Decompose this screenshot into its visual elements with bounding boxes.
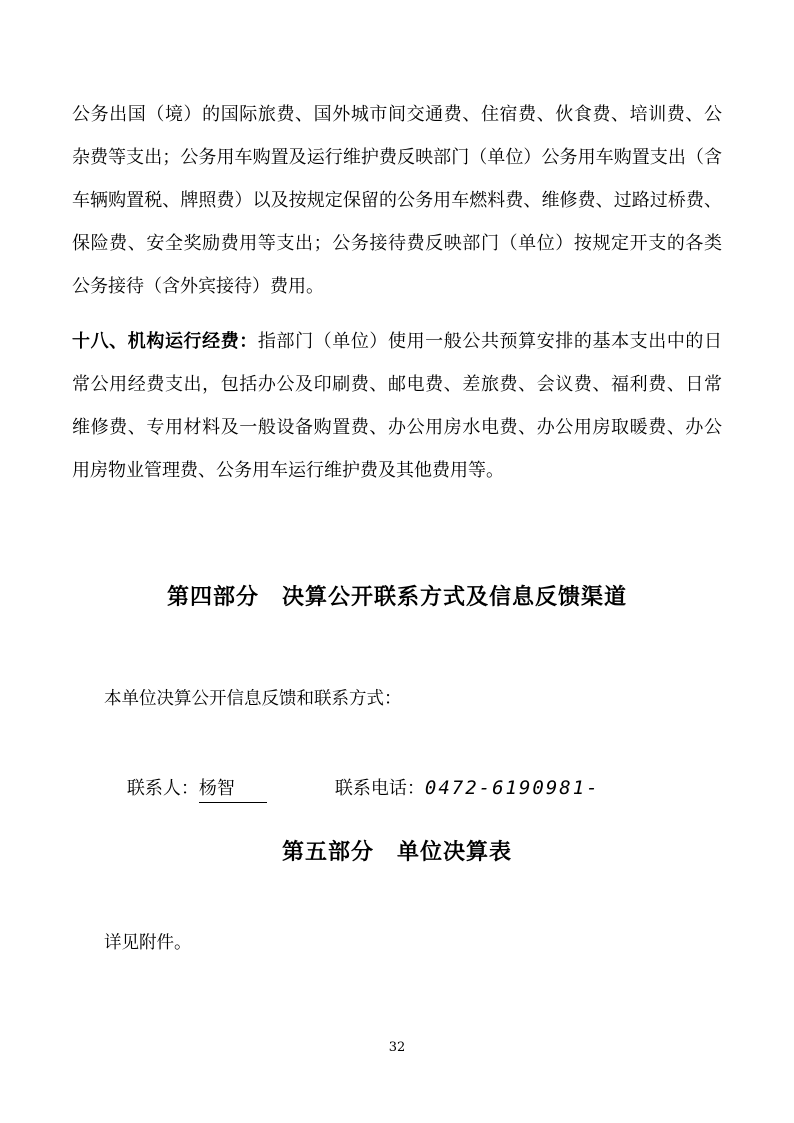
paragraph-operating-funds — [72, 320, 722, 492]
contact-row — [104, 740, 600, 837]
paragraph-expense-definitions — [72, 93, 722, 308]
paragraph-line: 车辆购置税、牌照费）以及按规定保留的公务用车燃料费、维修费、过路过桥费、 — [72, 190, 722, 211]
paragraph-line: 公务出国（境）的国际旅费、国外城市间交通费、住宿费、伙食费、培训费、公 — [72, 104, 722, 125]
page-number: 32 — [388, 1040, 406, 1055]
section5-body: 详见附件。 — [104, 933, 192, 953]
phone-label: 联系电话： — [334, 778, 425, 799]
section4-heading: 第四部分 决算公开联系方式及信息反馈渠道 — [166, 585, 627, 610]
paragraph-line-text: 指部门（单位）使用一般公共预算安排的基本支出中的日 — [257, 331, 722, 352]
phone-number: 0472-6190981- — [424, 777, 600, 799]
paragraph-line: 维修费、专用材料及一般设备购置费、办公用房水电费、办公用房取暖费、办公 — [72, 417, 722, 438]
paragraph-line: 用房物业管理费、公务用车运行维护费及其他费用等。 — [72, 460, 504, 481]
paragraph-line: 公务接待（含外宾接待）费用。 — [72, 276, 324, 297]
paragraph-line — [72, 320, 722, 363]
term-lead-bold: 十八、机构运行经费： — [72, 331, 258, 352]
section4-intro: 本单位决算公开信息反馈和联系方式： — [104, 689, 402, 709]
contact-label: 联系人： — [126, 778, 199, 799]
contact-name-underlined: 杨智 — [199, 776, 267, 803]
section5-heading: 第五部分 单位决算表 — [281, 840, 512, 865]
paragraph-line: 保险费、安全奖励费用等支出；公务接待费反映部门（单位）按规定开支的各类 — [72, 233, 722, 254]
paragraph-line: 常公用经费支出，包括办公及印刷费、邮电费、差旅费、会议费、福利费、日常 — [72, 374, 722, 395]
paragraph-line: 杂费等支出；公务用车购置及运行维护费反映部门（单位）公务用车购置支出（含 — [72, 147, 722, 168]
